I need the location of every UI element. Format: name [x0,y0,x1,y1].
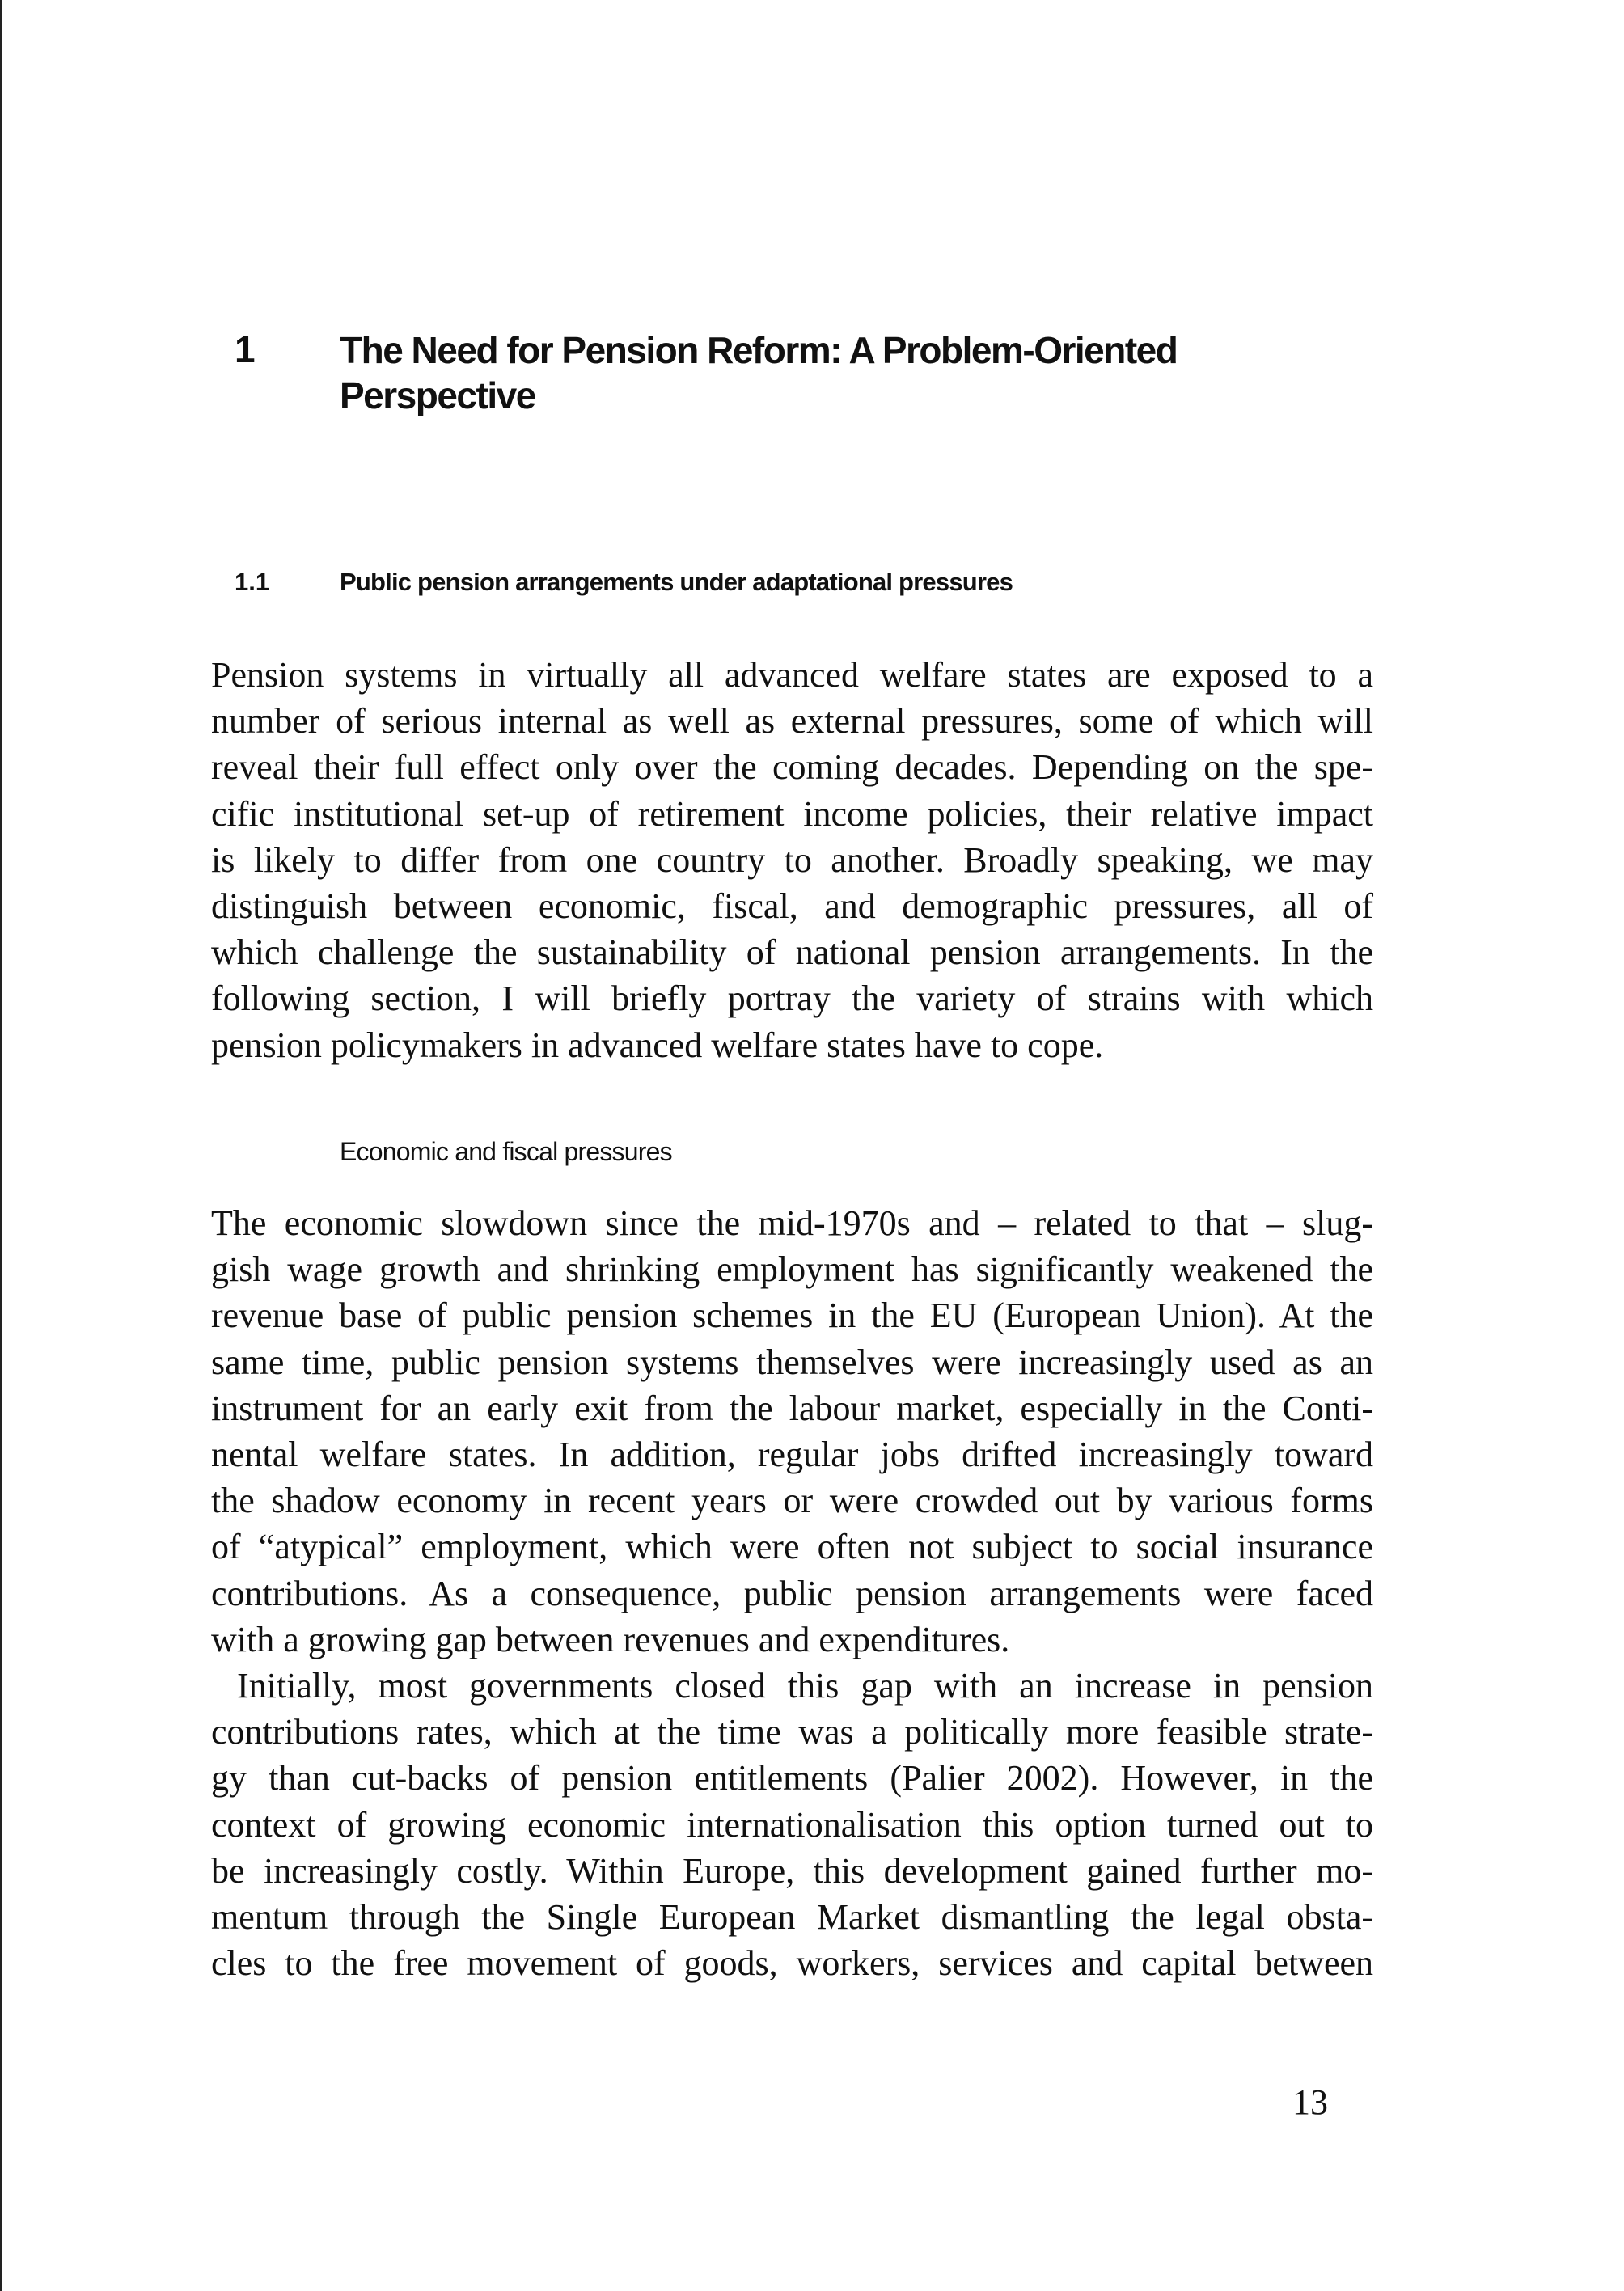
text-line: same time, public pension systems themselves were increasingly used as an [211,1342,1373,1382]
text-line: nental welfare states. In addition, regular jobs drifted increasingly toward [211,1435,1373,1475]
text-line: Initially, most governments closed this gap with an increase in pension [237,1666,1373,1706]
chapter-title-line: The Need for Pension Reform: A Problem-Oriented [340,329,1178,371]
subheading: Economic and fiscal pressures [340,1137,672,1166]
text-line: is likely to differ from one country to another. Broadly speaking, we may [211,839,1373,880]
text-line: gy than cut-backs of pension entitlements (Palier 2002). However, in the [211,1758,1373,1799]
text-line: contributions. As a consequence, public pension arrangements were faced [211,1573,1373,1613]
text-line: reveal their full effect only over the coming decades. Depending on the spe- [211,747,1373,788]
chapter-title [340,328,1391,418]
chapter-number: 1 [235,328,256,370]
chapter-title-line: Perspective [340,374,535,416]
paragraph-2-3 [211,1200,1373,1986]
page-number: 13 [1292,2082,1328,2122]
paragraph-1 [211,652,1373,1068]
text-line: distinguish between economic, fiscal, and demographic pressures, all of [211,886,1373,927]
text-line: revenue base of public pension schemes in the EU (European Union). At the [211,1296,1373,1336]
text-line: contributions rates, which at the time was a politically more feasible strate- [211,1712,1373,1752]
text-line: be increasingly costly. Within Europe, this development gained further mo- [211,1850,1373,1891]
text-line: mentum through the Single European Market dismantling the legal obsta- [211,1897,1373,1938]
text-line: the shadow economy in recent years or were crowded out by various forms [211,1481,1373,1521]
section-number: 1.1 [235,568,270,596]
text-line: gish wage growth and shrinking employment has significantly weakened the [211,1249,1373,1290]
text-line: pension policymakers in advanced welfare states have to cope. [211,1025,1104,1065]
text-line: The economic slowdown since the mid-1970s and – related to that – slug- [211,1203,1373,1243]
text-line: Pension systems in virtually all advanced welfare states are exposed to a [211,655,1373,695]
text-line: of “atypical” employment, which were often not subject to social insurance [211,1527,1373,1567]
text-line: following section, I will briefly portray the variety of strains with which [211,979,1373,1019]
page-edge-line [0,0,2,2291]
text-line: cific institutional set-up of retirement income policies, their relative impact [211,793,1373,834]
text-line: with a growing gap between revenues and expenditures. [211,1619,1010,1659]
section-title: Public pension arrangements under adaptational pressures [340,568,1013,596]
text-line: number of serious internal as well as external pressures, some of which will [211,701,1373,742]
text-line: which challenge the sustainability of national pension arrangements. In the [211,932,1373,973]
text-line: instrument for an early exit from the labour market, especially in the Conti- [211,1388,1373,1428]
text-line: context of growing economic internationalisation this option turned out to [211,1804,1373,1845]
text-line: cles to the free movement of goods, workers, services and capital between [211,1943,1373,1984]
